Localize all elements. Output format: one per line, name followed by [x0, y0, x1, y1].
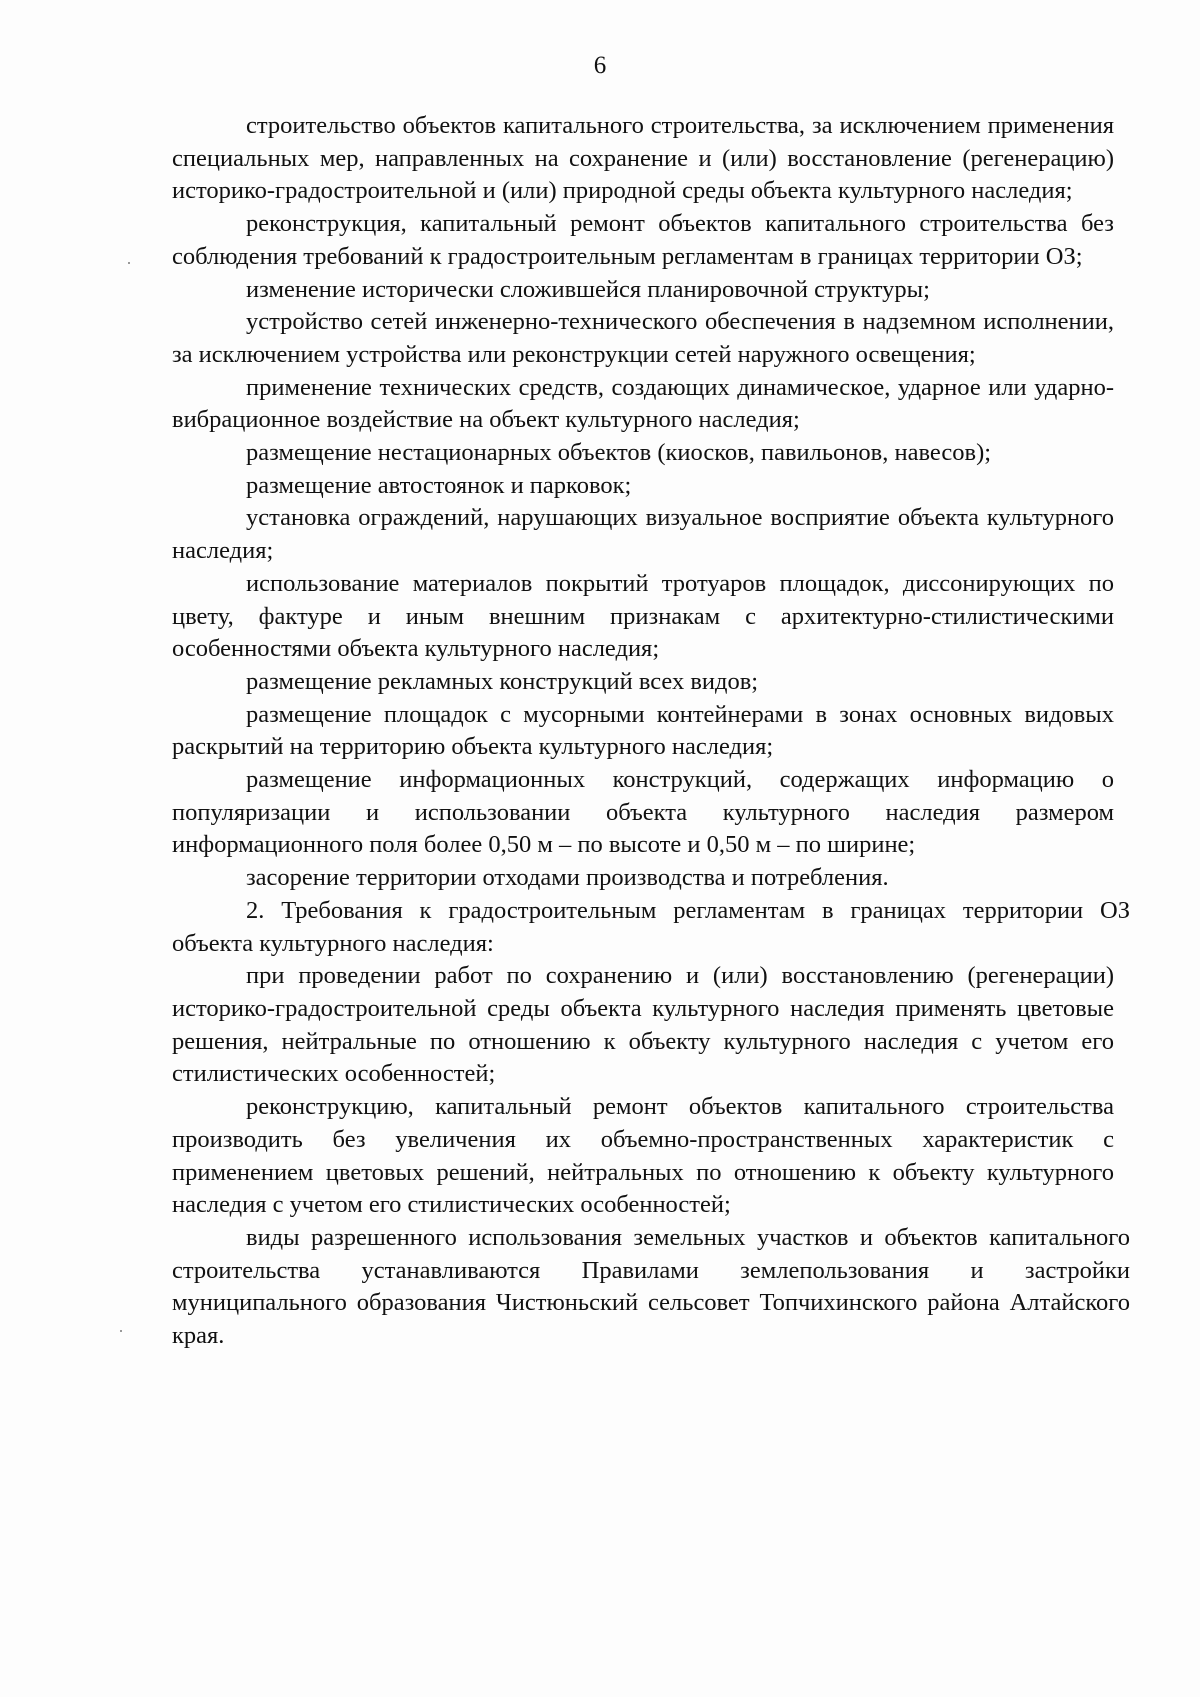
paragraph: размещение автостоянок и парковок; — [246, 471, 632, 499]
paragraph: размещение информационных конструкций, содержащих информацию о популяризации и использовании объекта культурного наследия размером информационного поля более 0,50 м – по высоте и 0,50 м – по ширине; — [172, 766, 1114, 859]
paragraph: размещение нестационарных объектов (киосков, павильонов, навесов); — [246, 439, 992, 467]
paragraph: при проведении работ по сохранению и (или) восстановлению (регенерации) историко-градостроительной среды объекта культурного наследия применять цветовые решения, нейтральные по отношению к объекту культурного наследия с учетом его стилистических особенностей; — [172, 962, 1114, 1088]
section-heading-paragraph: 2. Требования к градостроительным регламентам в границах территории ОЗ объекта культурного наследия: — [172, 896, 1130, 957]
paragraph: размещение рекламных конструкций всех видов; — [246, 667, 759, 695]
paragraph: засорение территории отходами производства и потребления. — [246, 864, 889, 892]
paragraph: размещение площадок с мусорными контейнерами в зонах основных видовых раскрытий на территорию объекта культурного наследия; — [172, 700, 1114, 761]
scan-speck — [128, 262, 130, 264]
paragraph: строительство объектов капитального строительства, за исключением применения специальных мер, направленных на сохранение и (или) восстановление (регенерацию) историко-градостроительной и (или) природной среды объекта культурного наследия; — [172, 112, 1114, 205]
page-number: 6 — [593, 52, 607, 79]
paragraph: виды разрешенного использования земельных участков и объектов капитального строительства устанавливаются Правилами землепользования и застройки муниципального образования Чистюньский сельсовет Топчихинского района Алтайского края. — [172, 1223, 1130, 1350]
scan-speck — [120, 1330, 122, 1332]
paragraph: использование материалов покрытий тротуаров площадок, диссонирующих по цвету, фактуре и иным внешним признакам с архитектурно-стилистическими особенностями объекта культурного наследия; — [172, 569, 1114, 663]
paragraph: изменение исторически сложившейся планировочной структуры; — [246, 275, 930, 303]
paragraph: применение технических средств, создающих динамическое, ударное или ударно-вибрационное воздействие на объект культурного наследия; — [172, 373, 1114, 434]
paragraph: реконструкцию, капитальный ремонт объектов капитального строительства производить без увеличения их объемно-пространственных характеристик с применением цветовых решений, нейтральных по отношению к объекту культурного наследия с учетом его стилистических особенностей; — [172, 1093, 1114, 1219]
paragraph: установка ограждений, нарушающих визуальное восприятие объекта культурного наследия; — [172, 504, 1114, 565]
paragraph: устройство сетей инженерно-технического обеспечения в надземном исполнении, за исключением устройства или реконструкции сетей наружного освещения; — [172, 308, 1114, 368]
document-body — [172, 110, 1130, 1353]
paragraph: реконструкция, капитальный ремонт объектов капитального строительства без соблюдения требований к градостроительным регламентам в границах территории ОЗ; — [172, 210, 1114, 270]
